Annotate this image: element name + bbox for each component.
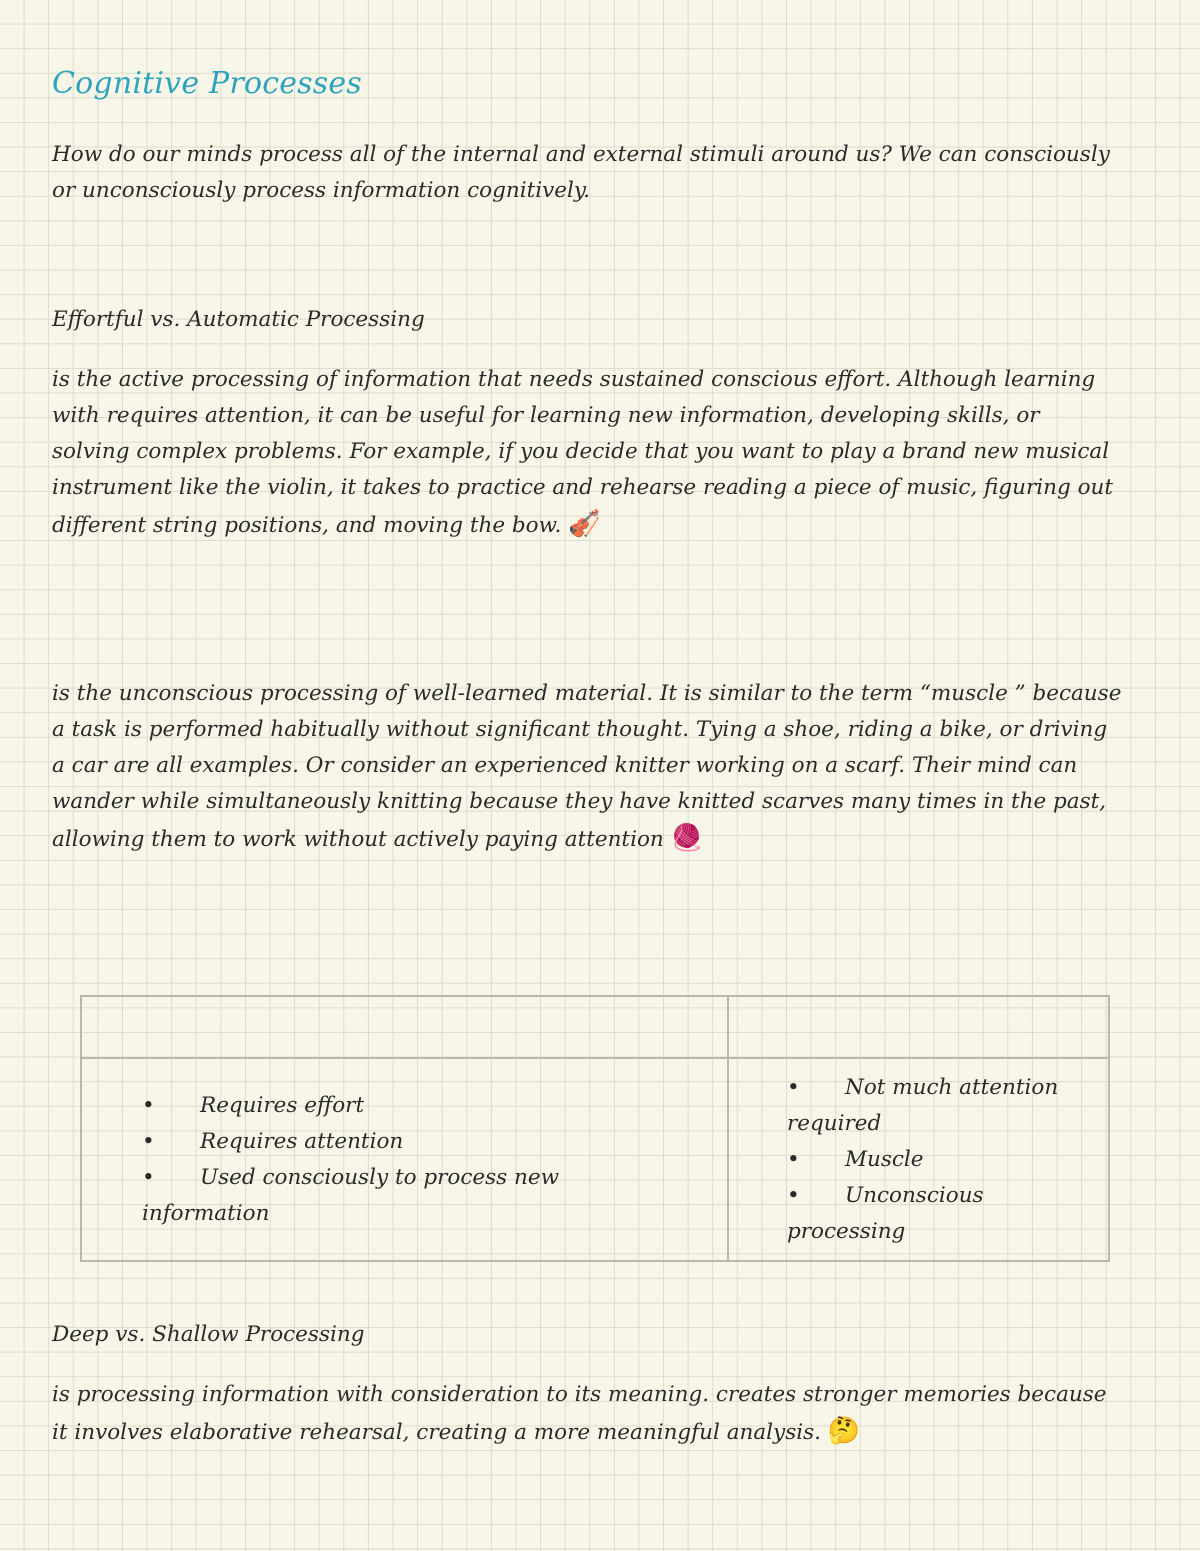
effortful-paragraph [52,362,1122,544]
intro-paragraph: How do our minds process all of the internal and external stimuli around us? We can consciously or unconsciously process information cognitively. [52,142,1110,203]
list-item: • Requires effort [142,1088,726,1124]
bullet-icon: • [787,1146,800,1172]
section-heading-deep-shallow: Deep vs. Shallow Processing [52,1322,365,1347]
bullet-icon: • [787,1074,800,1100]
yarn-icon: 🧶 [670,823,703,853]
bullet-icon: • [142,1164,155,1190]
bullet-icon: • [142,1092,155,1118]
automatic-paragraph [52,676,1122,858]
bullet-icon: • [787,1182,800,1208]
comparison-table [80,995,1110,1262]
list-item: • Requires attention [142,1124,726,1160]
automatic-traits-list [787,1070,1107,1250]
section-heading-effortful-automatic: Effortful vs. Automatic Processing [52,307,425,332]
list-item: • Used consciously to process new information [142,1160,612,1232]
bullet-icon: • [142,1128,155,1154]
deep-text: is processing information with consideration to its meaning. creates stronger memories because it involves elaborative rehearsal, creating a more meaningful analysis. [52,1382,1107,1445]
table-row [81,1058,1109,1261]
table-header-left [81,996,728,1058]
effortful-traits-list [142,1088,726,1232]
page-title: Cognitive Processes [52,66,362,101]
automatic-traits-cell [728,1058,1109,1261]
table-header-right [728,996,1109,1058]
violin-icon: 🎻 [568,509,601,539]
list-item: • Not much attention required [787,1070,1107,1142]
table-header-row [81,996,1109,1058]
list-item: • Muscle [787,1142,1107,1178]
effortful-traits-cell [81,1058,728,1261]
list-item: • Unconscious processing [787,1178,1107,1250]
automatic-text: is the unconscious processing of well-learned material. It is similar to the term “muscle ” because a task is performed habitually without significant thought. Tying a shoe, riding a bike, or driving a car are all examples. Or consider an experienced knitter working on a scarf. Their mind can wander while simultaneously knitting because they have knitted scarves many times in the past, allowing them to work without actively paying attention [52,681,1122,852]
thinking-face-icon: 🤔 [827,1416,861,1446]
effortful-text: is the active processing of information that needs sustained conscious effort. Although learning with requires attention, it can be useful for learning new information, developing skills, or solving complex problems. For example, if you decide that you want to play a brand new musical instrument like the violin, it takes to practice and rehearse reading a piece of music, figuring out different string positions, and moving the bow. [52,367,1114,538]
deep-paragraph [52,1377,1122,1451]
